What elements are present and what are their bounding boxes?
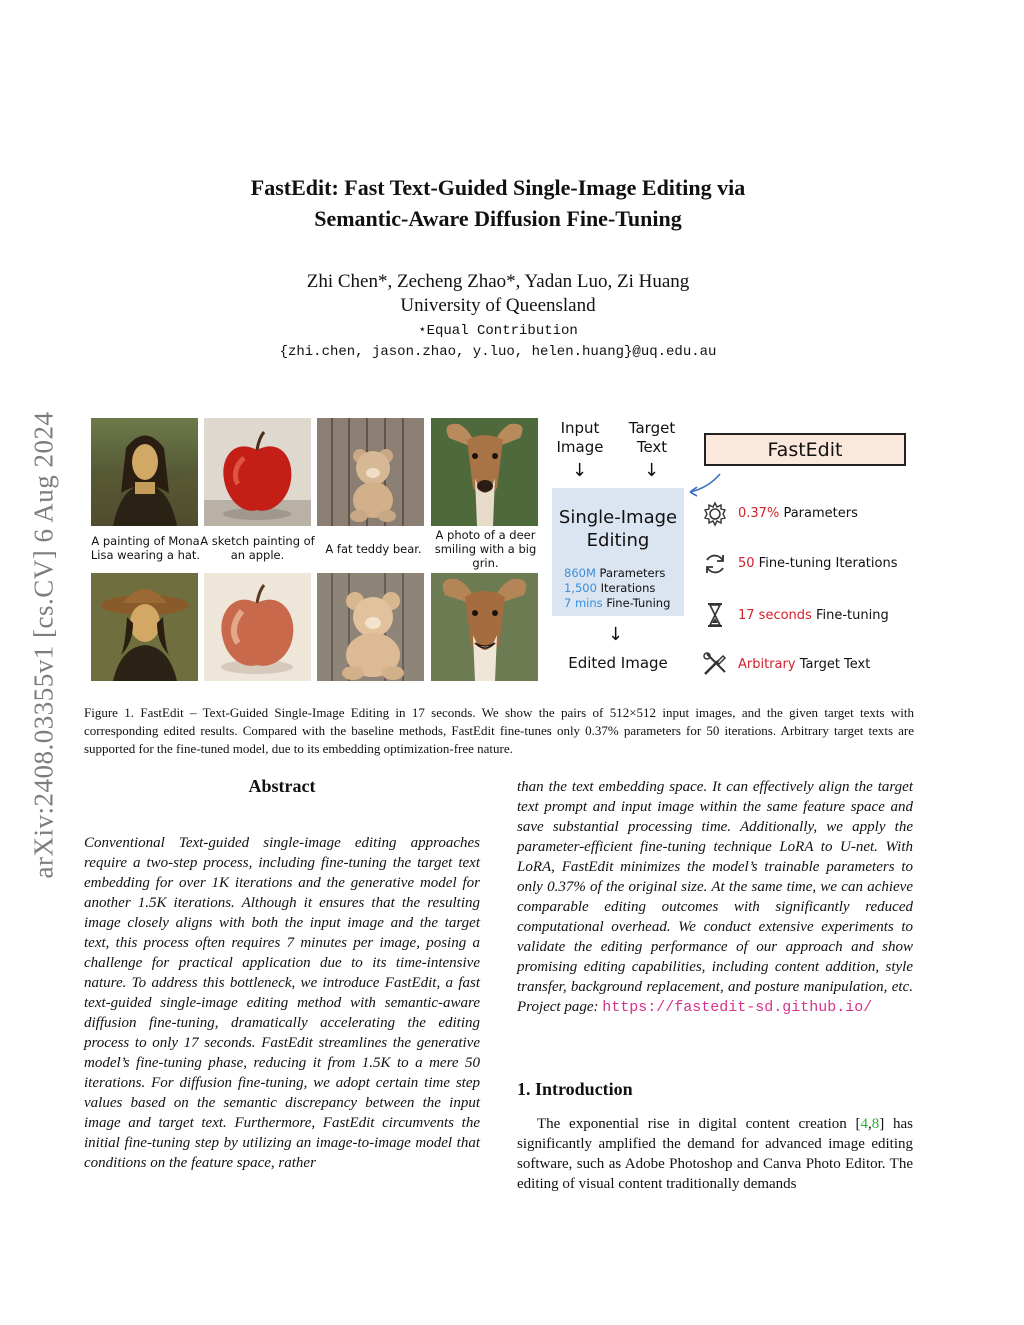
author-emails: {zhi.chen, jason.zhao, y.luo, helen.huang}@uq.edu.au	[279, 344, 717, 360]
figure-1	[88, 416, 918, 686]
arrow-down-icon: ↓	[608, 624, 624, 645]
sie-time-value: 7 mins	[564, 596, 603, 610]
sie-time	[564, 596, 670, 611]
sie-time-label: Fine-Tuning	[606, 596, 671, 610]
equal-contribution-note: ⋆Equal Contribution	[418, 323, 578, 339]
sie-params-value: 860M	[564, 566, 596, 580]
caption-teddy-bear: A fat teddy bear.	[325, 542, 422, 556]
feature-highlight: 50	[738, 556, 755, 571]
feature-label: Fine-tuning	[811, 608, 889, 623]
teddy-bear-input-image	[317, 418, 424, 526]
caption-mona-lisa: A painting of Mona Lisa wearing a hat.	[90, 534, 201, 562]
feature-label: Fine-tuning Iterations	[754, 556, 898, 571]
title-line-1: FastEdit: Fast Text-Guided Single-Image Editing via	[250, 175, 746, 200]
abstract-right-column	[517, 777, 913, 1018]
abstract-continued-text: than the text embedding space. It can effectively align the target text prompt and input image within the same feature space and save substantial processing time. Additionally, we apply the parameter-efficient fine-tuning technique LoRA to U-net. With LoRA, FastEdit minimizes the model’s trainable parameters to only 0.37% of the original size. At the same time, we can achieve comparable editing outcomes with significantly reduced computational overhead. We conduct extensive experiments to validate the editing performance of our approach and show promising editing capabilities, including content addition, style transfer, background replacement, and posture manipulation, etc. Project page:	[517, 779, 913, 1015]
sie-iterations	[564, 581, 670, 596]
citation-link[interactable]: 4	[860, 1116, 869, 1132]
tools-icon	[702, 651, 728, 677]
sie-iter-label: Iterations	[600, 581, 656, 595]
deer-input-image	[431, 418, 538, 526]
title-line-2: Semantic-Aware Diffusion Fine-Tuning	[314, 206, 682, 231]
feature-label: Parameters	[779, 506, 858, 521]
refresh-icon	[702, 551, 728, 577]
sie-params-label: Parameters	[599, 566, 666, 580]
deer-edited-image	[431, 573, 538, 681]
apple-edited-image	[204, 573, 311, 681]
arrow-down-icon: ↓	[644, 460, 660, 481]
citation-separator: ,	[868, 1116, 872, 1132]
paper-title	[150, 172, 846, 234]
affiliation: University of Queensland	[400, 295, 596, 316]
project-page-link[interactable]: https://fastedit-sd.github.io/	[602, 999, 873, 1016]
introduction-paragraph	[517, 1114, 913, 1194]
hourglass-icon	[702, 602, 728, 628]
caption-deer: A photo of a deer smiling with a big grin.	[434, 528, 537, 570]
sie-params	[564, 566, 670, 581]
mona-lisa-edited-image	[91, 573, 198, 681]
sie-stats	[564, 566, 670, 611]
figure-caption: Figure 1. FastEdit – Text-Guided Single-Image Editing in 17 seconds. We show the pairs of 512×512 input images, and the given target texts with corresponding edited results. Compared with the baseline methods, FastEdit fine-tunes only 0.37% parameters for 50 iterations. Arbitrary target texts are supported for the fine-tuned model, due to its embedding optimization-free nature.	[84, 705, 914, 756]
intro-text-part-1: The exponential rise in digital content creation [	[537, 1116, 861, 1132]
feature-label: Target Text	[795, 657, 871, 672]
introduction-heading: 1. Introduction	[517, 1079, 633, 1099]
edited-image-label: Edited Image	[568, 654, 668, 672]
feature-text	[738, 606, 889, 626]
citation-link[interactable]: 8	[871, 1116, 880, 1132]
feature-text	[738, 504, 858, 524]
author-names: Zhi Chen*, Zecheng Zhao*, Yadan Luo, Zi Huang	[306, 271, 690, 292]
teddy-bear-edited-image	[317, 573, 424, 681]
arrow-down-icon: ↓	[572, 460, 588, 481]
feature-text	[738, 554, 897, 574]
single-image-editing-box	[552, 488, 684, 616]
author-block	[150, 270, 846, 318]
arxiv-id: arXiv:2408.03355v1 [cs.CV] 6 Aug 2024	[28, 411, 59, 879]
single-image-editing-label: Single-Image Editing	[558, 507, 678, 551]
fastedit-box: FastEdit	[704, 433, 906, 466]
target-text-label: Target Text	[628, 419, 676, 456]
gear-icon	[702, 501, 728, 527]
sie-iter-value: 1,500	[564, 581, 597, 595]
curved-arrow-icon	[684, 472, 724, 498]
intro-text-part-2: ] has significantly amplified the demand for advanced image editing software, such as Adobe Photoshop and Canva Photo Editor. The editing of visual content traditionally demands	[517, 1116, 913, 1192]
caption-apple: A sketch painting of an apple.	[200, 534, 315, 562]
abstract-heading: Abstract	[248, 776, 316, 796]
feature-highlight: Arbitrary	[738, 657, 796, 672]
input-image-label: Input Image	[556, 419, 604, 456]
apple-input-image	[204, 418, 311, 526]
mona-lisa-input-image	[91, 418, 198, 526]
arxiv-sidebar	[22, 355, 66, 935]
feature-highlight: 0.37%	[738, 506, 780, 521]
abstract-left-column: Conventional Text-guided single-image editing approaches require a two-step process, including fine-tuning the target text embedding for over 1K iterations and the generative model for another 1.5K iterations. Although it ensures that the resulting image closely aligns with both the input image and the target text, this process often requires 7 minutes per image, posing a challenge for practical application due to its time-intensive nature. To address this bottleneck, we introduce FastEdit, a fast text-guided single-image editing method with semantic-aware diffusion fine-tuning, dramatically accelerating the editing process to only 17 seconds. FastEdit streamlines the generative model’s fine-tuning phase, reducing it from 1.5K to a mere 50 iterations. For diffusion fine-tuning, we adopt certain time step values based on the semantic discrepancy between the input image and target text. Furthermore, FastEdit circumvents the initial fine-tuning step by utilizing an image-to-image model that conditions on the feature space, rather	[84, 835, 480, 1171]
feature-highlight: 17 seconds	[738, 608, 812, 623]
feature-text	[738, 655, 870, 675]
